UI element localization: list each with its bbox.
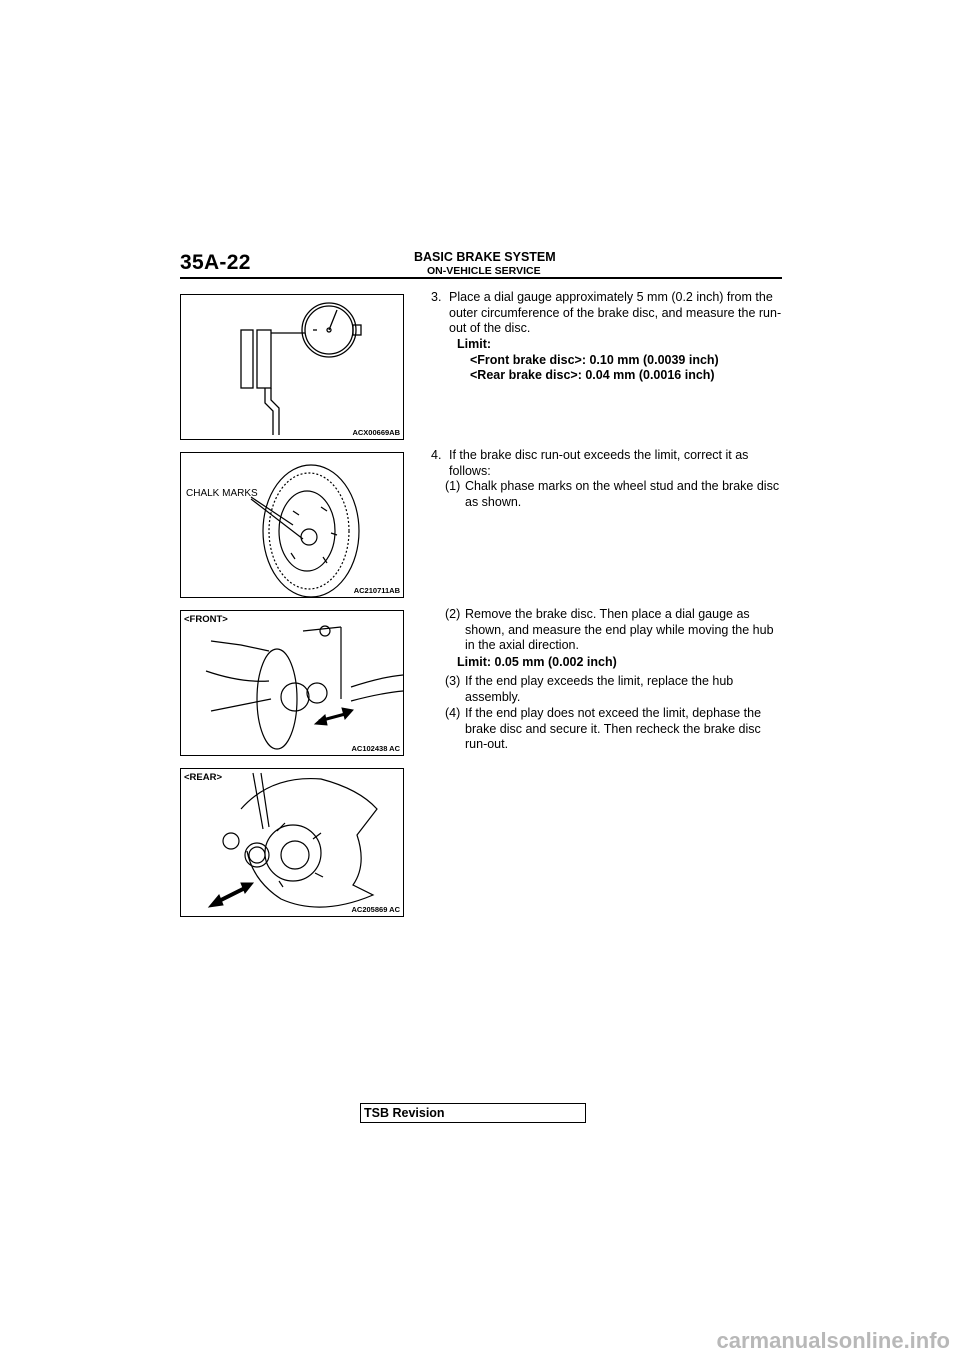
substep-4-number: (4)	[445, 706, 461, 720]
watermark: carmanualsonline.info	[716, 1328, 950, 1353]
front-hub-illustration	[181, 611, 404, 756]
rear-hub-illustration	[181, 769, 404, 917]
substep-1-line-1: Chalk phase marks on the wheel stud and the brake disc	[465, 479, 780, 493]
figure-code: AC210711AB	[353, 586, 400, 595]
step-3-line-2: outer circumference of the brake disc, and measure the run-	[449, 305, 782, 320]
dial-gauge-illustration	[181, 295, 404, 440]
step-3-limit-label: Limit:	[457, 337, 492, 351]
figure-label-front: <FRONT>	[184, 614, 228, 625]
substep-2-limit: Limit: 0.05 mm (0.002 inch)	[457, 655, 617, 669]
callout-chalk-marks: CHALK MARKS	[186, 488, 258, 499]
substep-3-number: (3)	[445, 674, 461, 688]
figure-label-rear: <REAR>	[184, 772, 223, 783]
substep-2-line-1: Remove the brake disc. Then place a dial gauge as	[465, 607, 750, 621]
substep-1-number: (1)	[445, 479, 461, 493]
tsb-revision-label: TSB Revision	[364, 1106, 445, 1120]
figure-front	[180, 610, 404, 756]
chalk-marks-illustration	[181, 453, 404, 598]
substep-4-line-3: run-out.	[465, 737, 509, 751]
step-4-number: 4.	[431, 448, 442, 462]
page-number: 35A-22	[180, 251, 251, 274]
step-4-line-2: follows:	[449, 463, 491, 478]
step-3-limit-rear: <Rear brake disc>: 0.04 mm (0.0016 inch)	[470, 368, 715, 382]
step-3-limit-front: <Front brake disc>: 0.10 mm (0.0039 inch)	[470, 352, 719, 367]
substep-2-line-2: shown, and measure the end play while moving the hub	[465, 622, 774, 637]
figure-dial-gauge	[180, 294, 404, 440]
step-4-line-1: If the brake disc run-out exceeds the limit, correct it as	[449, 448, 749, 462]
step-3-line-1: Place a dial gauge approximately 5 mm (0.2 inch) from the	[449, 290, 773, 304]
figure-chalk-marks	[180, 452, 404, 598]
substep-2-number: (2)	[445, 607, 461, 621]
figure-rear	[180, 768, 404, 917]
figure-code: ACX00669AB	[352, 428, 400, 437]
figure-code: AC102438 AC	[351, 744, 400, 753]
section-subtitle: ON-VEHICLE SERVICE	[427, 265, 541, 277]
substep-3-line-2: assembly.	[465, 689, 521, 704]
figure-code: AC205869 AC	[351, 905, 400, 914]
section-title: BASIC BRAKE SYSTEM	[414, 250, 556, 264]
substep-2-line-3: in the axial direction.	[465, 638, 579, 652]
substep-3-line-1: If the end play exceeds the limit, replace the hub	[465, 674, 734, 688]
substep-4-line-1: If the end play does not exceed the limit, dephase the	[465, 706, 762, 720]
substep-1-line-2: as shown.	[465, 494, 522, 509]
step-3-number: 3.	[431, 290, 442, 304]
header-rule	[180, 277, 782, 279]
step-3-line-3: out of the disc.	[449, 321, 531, 335]
substep-4-line-2: brake disc and secure it. Then recheck the brake disc	[465, 721, 761, 736]
